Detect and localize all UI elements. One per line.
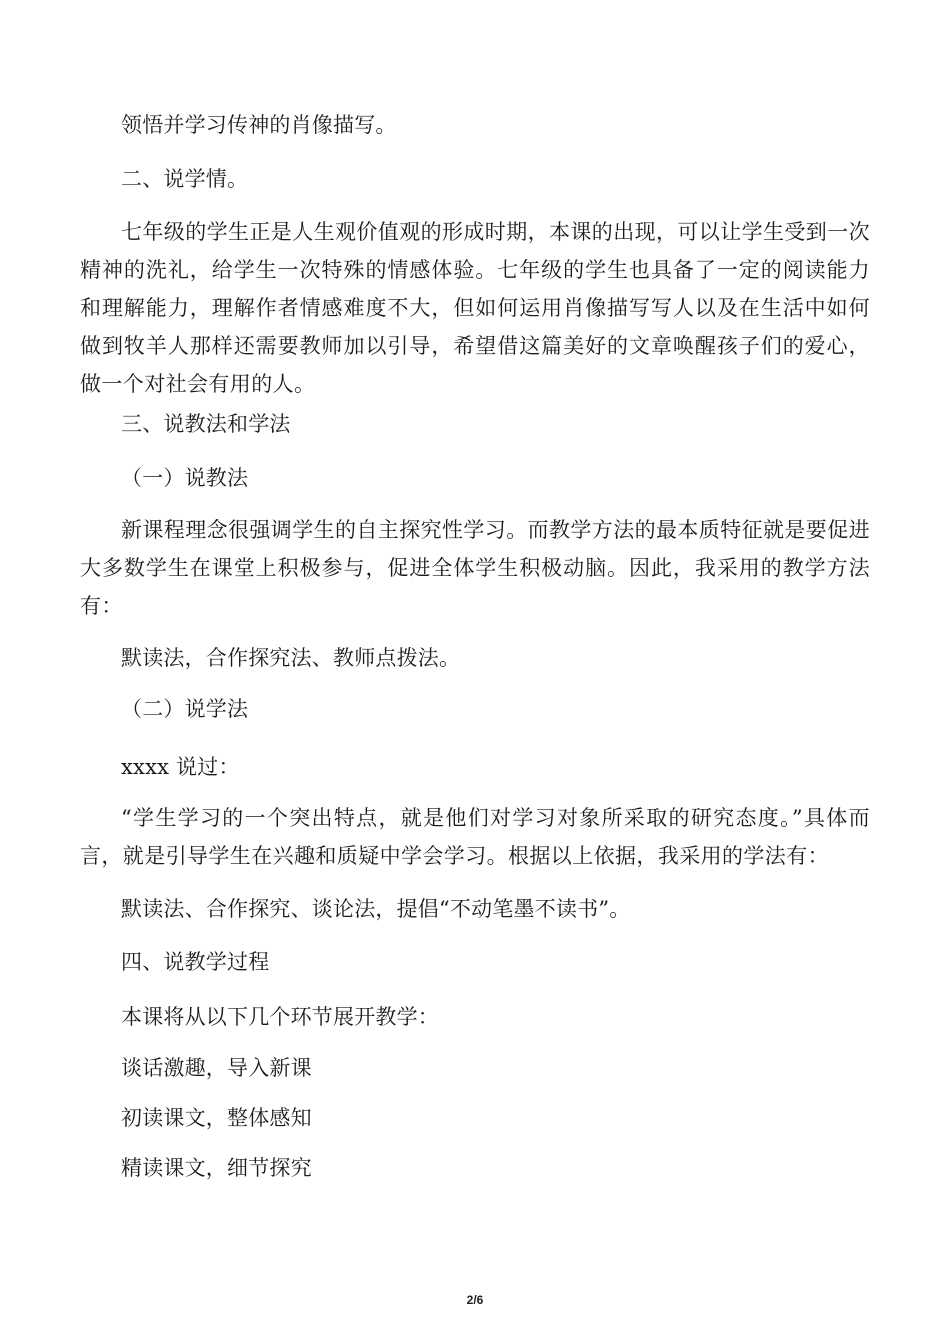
paragraph-process-intro: 本课将从以下几个环节展开教学：: [121, 1005, 439, 1029]
heading-teaching-process: 四、说教学过程: [121, 950, 270, 974]
heading-student-analysis: 二、说学情。: [121, 167, 249, 191]
list-item-step-3: 精读课文，细节探究: [121, 1156, 312, 1180]
page-number: 2/6: [466, 1293, 484, 1307]
list-item-step-2: 初读课文，整体感知: [121, 1106, 312, 1130]
paragraph-quote: “学生学习的一个突出特点，就是他们对学习对象所采取的研究态度。”具体而言，就是引导学生在兴趣和质疑中学会学习。根据以上依据，我采用的学法有：: [80, 806, 870, 868]
heading-methods: 三、说教法和学法: [121, 412, 291, 436]
paragraph-teaching-method: 新课程理念很强调学生的自主探究性学习。而教学方法的最本质特征就是要促进大多数学生在课堂上积极参与，促进全体学生积极动脑。因此，我采用的教学方法有：: [80, 518, 870, 618]
paragraph-teaching-method-list: 默读法，合作探究法、教师点拨法。: [121, 646, 461, 670]
subheading-learning-method: （二）说学法: [121, 697, 249, 721]
paragraph-quote-intro: xxxx 说过：: [121, 755, 240, 779]
paragraph-learning-method-list: 默读法、合作探究、谈论法，提倡“不动笔墨不读书”。: [121, 897, 631, 921]
list-item-step-1: 谈话激趣，导入新课: [121, 1056, 312, 1080]
paragraph-student-analysis: 七年级的学生正是人生观价值观的形成时期，本课的出现，可以让学生受到一次精神的洗礼，给学生一次特殊的情感体验。七年级的学生也具备了一定的阅读能力和理解能力，理解作者情感难度不大，但如何运用肖像描写写人以及在生活中如何做到牧羊人那样还需要教师加以引导，希望借这篇美好的文章唤醒孩子们的爱心，做一个对社会有用的人。: [80, 220, 870, 396]
paragraph-portrait-goal: 领悟并学习传神的肖像描写。: [121, 113, 397, 137]
subheading-teaching-method: （一）说教法: [121, 466, 249, 490]
